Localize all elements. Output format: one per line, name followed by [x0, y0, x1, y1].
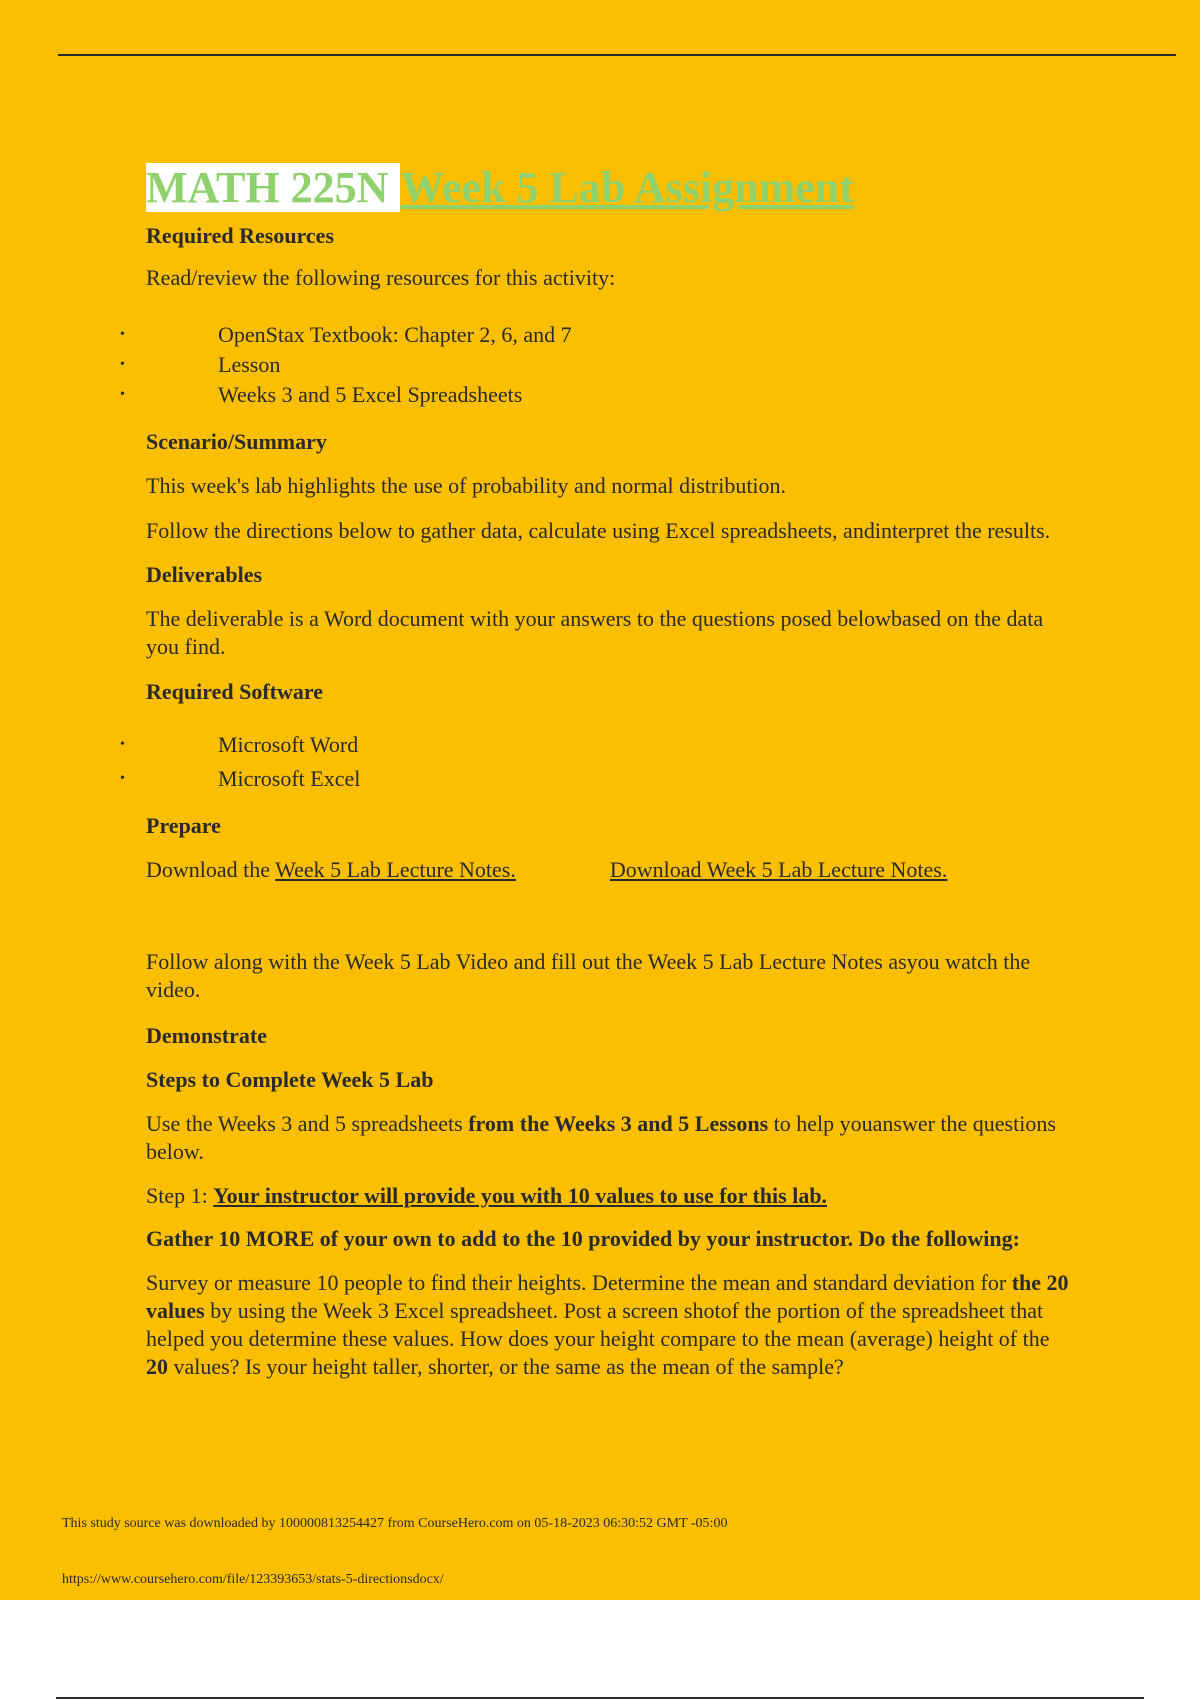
bullet-icon: • — [120, 327, 125, 342]
resources-list — [120, 320, 1076, 410]
title-course: MATH 225N — [146, 163, 400, 212]
source-url[interactable]: https://www.coursehero.com/file/123393653/stats-5-directionsdocx/ — [62, 1572, 444, 1587]
software-list — [120, 730, 1076, 794]
heading-scenario: Scenario/Summary — [146, 429, 327, 454]
bullet-icon: • — [120, 357, 125, 372]
gather-paragraph: Gather 10 MORE of your own to add to the 10 provided by your instructor. Do the following: — [146, 1226, 1020, 1251]
step-1-instruction: Your instructor will provide you with 10 values to use for this lab. — [213, 1183, 828, 1208]
list-item: • Microsoft Word — [146, 730, 1076, 760]
heading-steps: Steps to Complete Week 5 Lab — [146, 1067, 434, 1092]
prepare-video-paragraph: Follow along with the Week 5 Lab Video and fill out the Week 5 Lab Lecture Notes asyou watch the video. — [146, 949, 1031, 1002]
prepare-lead-text: Download the Week 5 Lab Lecture Notes. — [146, 857, 516, 882]
scenario-paragraph-2: Follow the directions below to gather data, calculate using Excel spreadsheets, andinterpret the results. — [146, 518, 1051, 543]
download-lecture-notes-link[interactable]: Download Week 5 Lab Lecture Notes. — [609, 857, 948, 882]
list-item: • Lesson — [146, 350, 1076, 380]
bullet-icon: • — [120, 737, 125, 752]
survey-paragraph: Survey or measure 10 people to find their heights. Determine the mean and standard deviation for the 20 values by using the Week 3 Excel spreadsheet. Post a screen shotof the portion of the spreadsheet that helped you determine these values. How does your height compare to the mean (average) height of the 20 values? Is your height taller, shorter, or the same as the mean of the sample? — [146, 1270, 1069, 1379]
heading-required-software: Required Software — [146, 679, 324, 704]
bottom-rule — [56, 1697, 1144, 1699]
title-assignment: Week 5 Lab Assignment — [400, 163, 854, 212]
list-item: • Microsoft Excel — [146, 764, 1076, 794]
heading-demonstrate: Demonstrate — [146, 1023, 267, 1048]
list-item: • Weeks 3 and 5 Excel Spreadsheets — [146, 380, 1076, 410]
resources-intro: Read/review the following resources for this activity: — [146, 265, 616, 290]
document-content — [120, 160, 1076, 1381]
heading-deliverables: Deliverables — [146, 562, 263, 587]
deliverables-paragraph: The deliverable is a Word document with your answers to the questions posed belowbased on the data you find. — [146, 606, 1044, 659]
download-notice: This study source was downloaded by 100000813254427 from CourseHero.com on 05-18-2023 06:30:52 GMT -05:00 — [62, 1516, 728, 1531]
heading-required-resources: Required Resources — [146, 223, 335, 248]
lecture-notes-link[interactable]: Week 5 Lab Lecture Notes. — [275, 857, 516, 882]
bullet-icon: • — [120, 387, 125, 402]
top-rule — [58, 54, 1176, 56]
page-title — [146, 160, 1076, 216]
scenario-paragraph-1: This week's lab highlights the use of probability and normal distribution. — [146, 473, 787, 498]
heading-prepare: Prepare — [146, 813, 221, 838]
prepare-downloads — [146, 856, 1076, 884]
list-item: • OpenStax Textbook: Chapter 2, 6, and 7 — [146, 320, 1076, 350]
bullet-icon: • — [120, 771, 125, 786]
step-1-paragraph: Step 1: Your instructor will provide you with 10 values to use for this lab. — [146, 1183, 828, 1208]
use-spreadsheets-paragraph: Use the Weeks 3 and 5 spreadsheets from the Weeks 3 and 5 Lessons to help youanswer the questions below. — [146, 1111, 1056, 1164]
